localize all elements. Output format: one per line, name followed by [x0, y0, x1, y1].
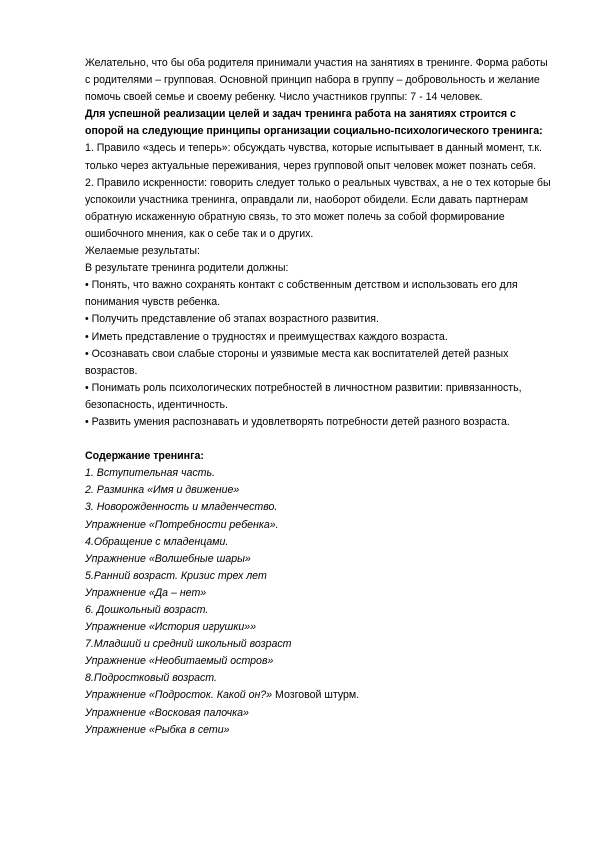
content-item: 3. Новорожденность и младенчество. — [85, 501, 278, 514]
principles-heading: Для успешной реализации целей и задач тренинга работа на занятиях строится с опорой на следующие принципы организации социально-психологического тренинга: — [85, 108, 543, 138]
content-item: Упражнение «Рыбка в сети» — [85, 723, 230, 736]
content-item: 5.Ранний возраст. Кризис трех лет — [85, 569, 267, 582]
content-item: 4.Обращение с младенцами. — [85, 535, 229, 548]
document-page — [85, 55, 555, 739]
content-item: 1. Вступительная часть. — [85, 467, 215, 480]
results-label: Желаемые результаты: — [85, 245, 200, 258]
intro-paragraph: Желательно, что бы оба родителя принимали участия на занятиях в тренинге. Форма работы с родителями – групповая. Основной принцип набора в группу – добровольность и желание помочь своей семье и своему ребенку. Число участников группы: 7 - 14 человек. — [85, 57, 548, 104]
content-list — [85, 465, 555, 739]
results-intro: В результате тренинга родители должны: — [85, 262, 289, 275]
result-item: • Понять, что важно сохранять контакт с собственным детством и использовать его для понимания чувств ребенка. — [85, 279, 518, 309]
content-item: 2. Разминка «Имя и движение» — [85, 484, 240, 497]
content-item: Упражнение «Восковая палочка» — [85, 706, 249, 719]
principle-1: 1. Правило «здесь и теперь»: обсуждать чувства, которые испытывает в данный момент, т.к. только через актуальные переживания, через групповой опыт человек может познать себя. — [85, 142, 542, 172]
content-item: Упражнение «Потребности ребенка». — [85, 518, 279, 531]
result-item: • Понимать роль психологических потребностей в личностном развитии: привязанность, безопасность, идентичность. — [85, 381, 522, 411]
content-item: Упражнение «Необитаемый остров» — [85, 655, 274, 668]
result-item: • Получить представление об этапах возрастного развития. — [85, 313, 379, 326]
content-item: Упражнение «Подросток. Какой он?» Мозговой штурм. — [85, 689, 360, 702]
content-item: Упражнение «Да – нет» — [85, 586, 207, 599]
content-item: Упражнение «Волшебные шары» — [85, 552, 251, 565]
content-item: Упражнение «История игрушки»» — [85, 621, 257, 634]
content-item: 8.Подростковый возраст. — [85, 672, 217, 685]
result-item: • Осознавать свои слабые стороны и уязвимые места как воспитателей детей разных возрастов. — [85, 347, 509, 377]
result-item: • Иметь представление о трудностях и преимуществах каждого возраста. — [85, 330, 448, 343]
principle-2: 2. Правило искренности: говорить следует только о реальных чувствах, а не о тех которые бы успокоили участника тренинга, оправдали ли, наоборот обидели. Если давать партнерам обратную искаженную обратную связь, то это может полечь за собой формирование ошибочного мнения, как о себе так и о других. — [85, 176, 551, 240]
result-item: • Развить умения распознавать и удовлетворять потребности детей разного возраста. — [85, 415, 510, 428]
content-item: 6. Дошкольный возраст. — [85, 604, 209, 616]
content-item: 7.Младший и средний школьный возраст — [85, 638, 292, 651]
content-heading: Содержание тренинга: — [85, 450, 204, 463]
spacer — [85, 431, 555, 448]
